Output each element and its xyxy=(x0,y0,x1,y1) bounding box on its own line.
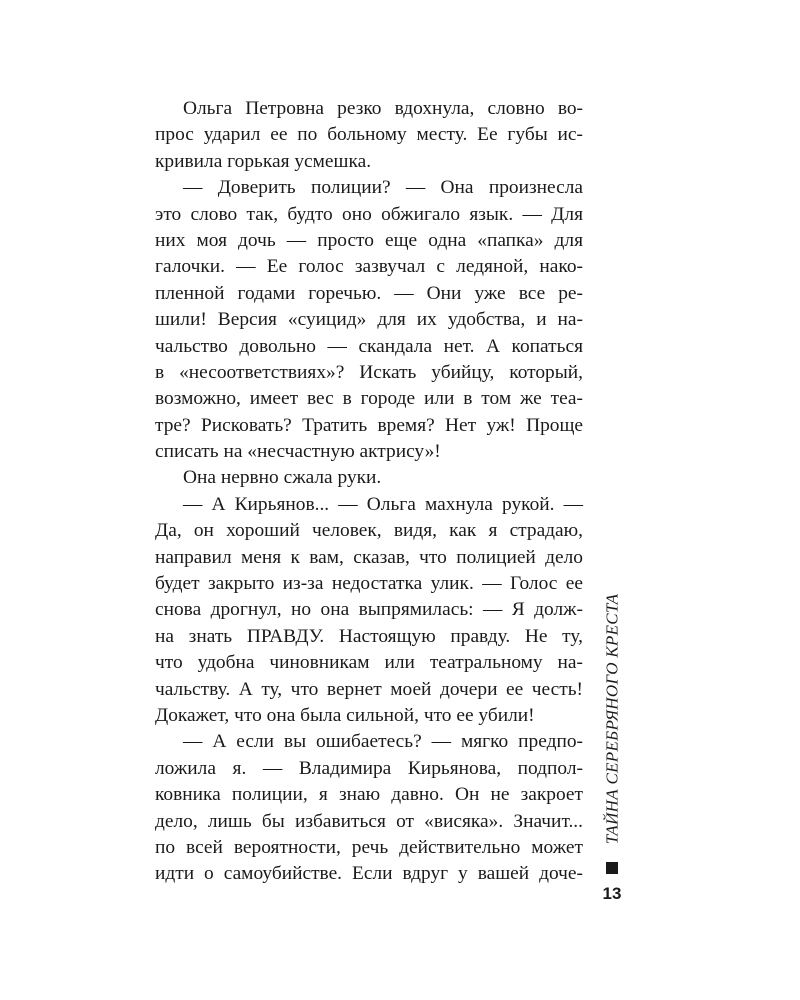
text-line: это слово так, будто оно обжигало язык. — Для xyxy=(155,203,583,225)
text-line: чальство довольно — скандала нет. А копаться xyxy=(155,335,583,357)
square-marker-icon xyxy=(606,862,618,874)
text-line: кривила горькая усмешка. xyxy=(155,150,372,172)
text-line: шили! Версия «суицид» для их удобства, и на- xyxy=(155,309,583,331)
text-line: снова дрогнул, но она выпрямилась: — Я долж- xyxy=(155,599,583,621)
text-line: будет закрыто из-за недостатка улик. — Голос ее xyxy=(155,573,583,595)
page-number: 13 xyxy=(602,884,622,903)
text-line: чальству. А ту, что вернет моей дочери ее честь! xyxy=(155,678,583,700)
text-line: по всей вероятности, речь действительно может xyxy=(155,836,583,858)
text-line: на знать ПРАВДУ. Настоящую правду. Не ту, xyxy=(155,625,583,647)
text-line: списать на «несчастную актрису»! xyxy=(155,441,441,463)
text-line: идти о самоубийстве. Если вдруг у вашей доче- xyxy=(155,863,583,885)
text-line: ложила я. — Владимира Кирьянова, подпол- xyxy=(155,757,583,779)
running-head xyxy=(598,583,626,855)
body-text xyxy=(155,96,583,888)
text-line: что удобна чиновникам или театральному на- xyxy=(155,652,583,674)
text-line: тре? Рисковать? Тратить время? Нет уж! Проще xyxy=(155,414,583,436)
text-line: них моя дочь — просто еще одна «папка» для xyxy=(155,229,583,251)
text-line: дело, лишь бы избавиться от «висяка». Значит... xyxy=(155,810,583,832)
text-line: Да, он хороший человек, видя, как я страдаю, xyxy=(155,520,583,542)
text-line: Докажет, что она была сильной, что ее убили! xyxy=(155,704,535,726)
text-line: Она нервно сжала руки. xyxy=(183,467,382,489)
text-line: ковника полиции, я знаю давно. Он не закроет xyxy=(155,784,583,806)
text-line: в «несоответствиях»? Искать убийцу, который, xyxy=(155,361,583,383)
text-line: прос ударил ее по больному месту. Ее губы ис- xyxy=(155,124,583,146)
text-line: — А если вы ошибаетесь? — мягко предпо- xyxy=(183,731,583,753)
text-line: — А Кирьянов... — Ольга махнула рукой. — xyxy=(183,493,583,515)
text-line: галочки. — Ее голос зазвучал с ледяной, нако- xyxy=(155,256,583,278)
text-line: направил меня к вам, сказав, что полицией дело xyxy=(155,546,583,568)
text-line: — Доверить полиции? — Она произнесла xyxy=(183,177,583,199)
text-line: Ольга Петровна резко вдохнула, словно во- xyxy=(183,98,583,119)
running-head-title: ТАЙНА СЕРЕБРЯНОГО КРЕСТА xyxy=(602,593,622,845)
text-line: пленной годами горечью. — Они уже все ре- xyxy=(155,282,583,304)
text-line: возможно, имеет вес в городе или в том же теа- xyxy=(155,388,583,410)
